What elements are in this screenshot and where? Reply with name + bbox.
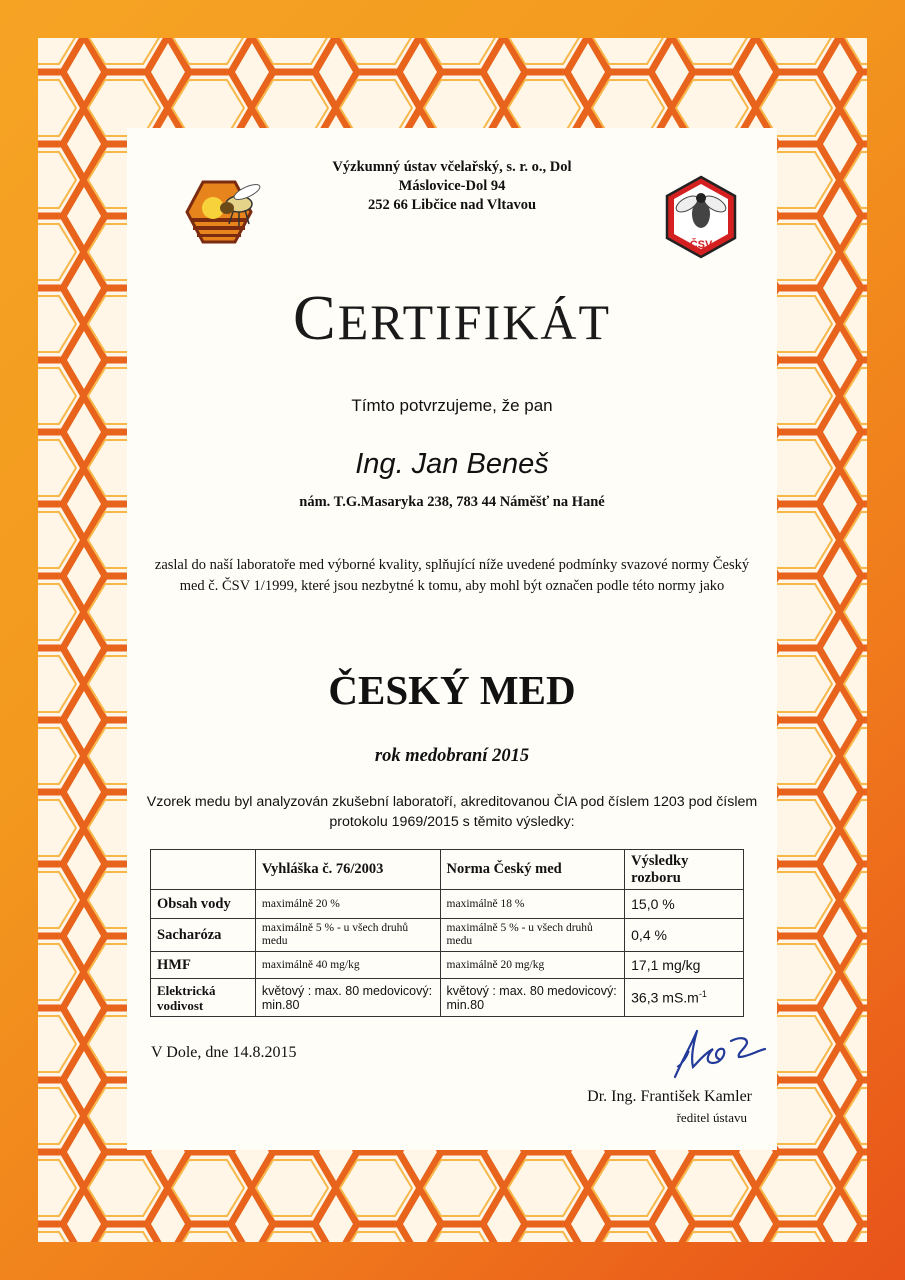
decree-cell: maximálně 5 % - u všech druhů medu (255, 919, 440, 952)
table-row (151, 979, 744, 1017)
result-value: 36,3 mS.m (631, 989, 699, 1006)
results-table (150, 849, 744, 1017)
conditions-paragraph: zaslal do naší laboratoře med výborné kvality, splňující níže uvedené podmínky svazové normy Český med č. ČSV 1/1999, které jsou nezbytné k tomu, aby mohl být označen podle této normy jako (154, 557, 750, 594)
table-row (151, 952, 744, 979)
row-label: Elektrická vodivost (151, 979, 256, 1017)
norm-cell: maximálně 18 % (440, 890, 625, 919)
certificate-panel (127, 128, 777, 1150)
brand-heading: ČESKÝ MED (328, 667, 576, 713)
table-row (151, 919, 744, 952)
title-rest: ERTIFIKÁT (337, 294, 611, 350)
table-row (151, 890, 744, 919)
table-header-cell: Norma Český med (440, 850, 625, 890)
row-label: HMF (151, 952, 256, 979)
confirmation-text: Tímto potvrzujeme, že pan (351, 396, 553, 415)
result-cell: 0,4 % (625, 919, 744, 952)
table-header-row (151, 850, 744, 890)
decree-cell: maximálně 20 % (255, 890, 440, 919)
table-header-cell: Vyhláška č. 76/2003 (255, 850, 440, 890)
csv-logo-text: ČSV (689, 239, 713, 251)
signature (647, 1023, 787, 1083)
bee-institute-logo-icon (183, 174, 273, 254)
institute-name: Výzkumný ústav včelařský, s. r. o., Dol (332, 159, 572, 175)
norm-cell: květový : max. 80 medovicový: min.80 (440, 979, 625, 1017)
certificate-title (127, 283, 777, 357)
decree-cell: maximálně 40 mg/kg (255, 952, 440, 979)
signer-name: Dr. Ing. František Kamler (587, 1088, 752, 1105)
analysis-text: Vzorek medu byl analyzován zkušební laboratoří, akreditovanou ČIA pod číslem 1203 pod číslem protokolu 1969/2015 s těmito výsledky: (146, 794, 758, 830)
recipient-address: nám. T.G.Masaryka 238, 783 44 Náměšť na Hané (299, 494, 605, 510)
result-cell: 17,1 mg/kg (625, 952, 744, 979)
result-cell: 15,0 % (625, 890, 744, 919)
harvest-year: rok medobraní 2015 (374, 746, 530, 766)
result-exponent: -1 (698, 989, 707, 1000)
institute-street: Máslovice-Dol 94 (398, 178, 506, 194)
table-header-cell: Výsledky rozboru (625, 850, 744, 890)
signer-role: ředitel ústavu (676, 1110, 747, 1125)
norm-cell: maximálně 20 mg/kg (440, 952, 625, 979)
institute-city: 252 66 Libčice nad Vltavou (367, 197, 537, 213)
norm-cell: maximálně 5 % - u všech druhů medu (440, 919, 625, 952)
title-initial: C (293, 282, 338, 353)
row-label: Sacharóza (151, 919, 256, 952)
recipient-name: Ing. Jan Beneš (355, 448, 549, 480)
result-cell (625, 979, 744, 1017)
place-date: V Dole, dne 14.8.2015 (151, 1044, 297, 1061)
row-label: Obsah vody (151, 890, 256, 919)
table-header-cell (151, 850, 256, 890)
csv-bee-logo-icon (663, 174, 739, 260)
decree-cell: květový : max. 80 medovicový: min.80 (255, 979, 440, 1017)
